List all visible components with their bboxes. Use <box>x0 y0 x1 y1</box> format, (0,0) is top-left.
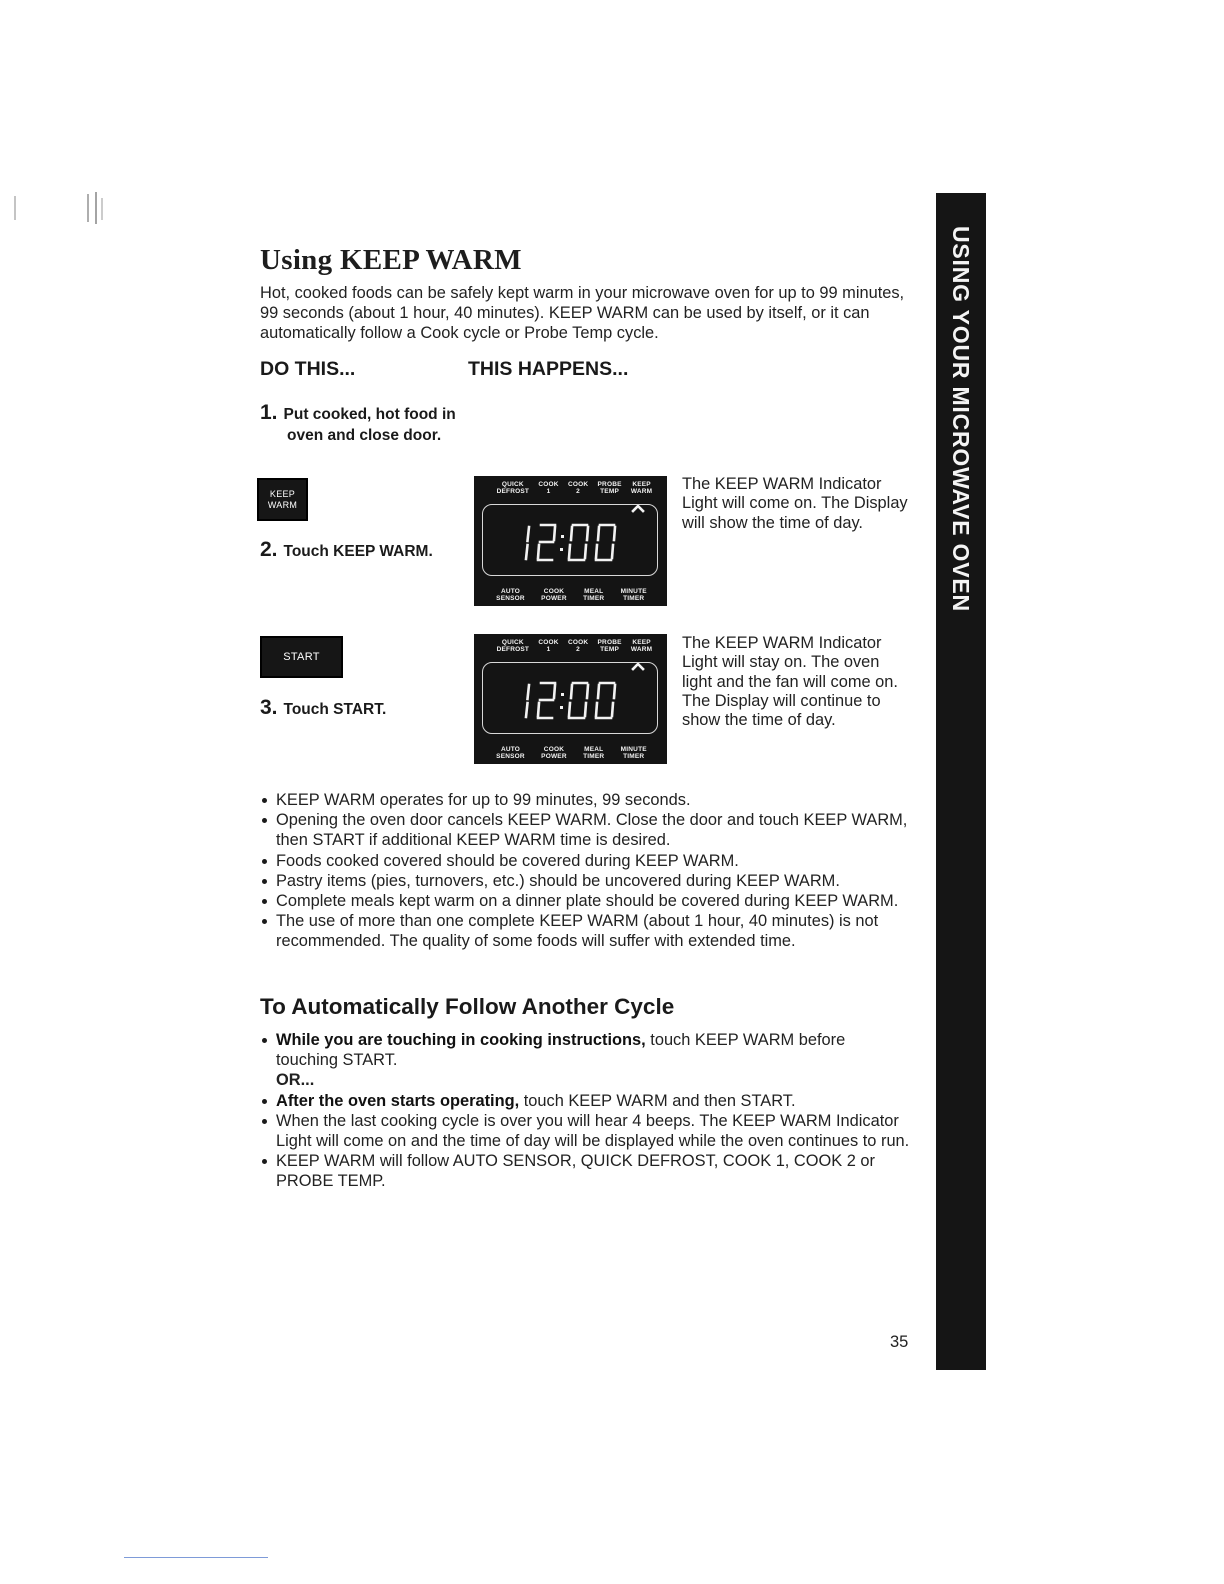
side-tab-label: USING YOUR MICROWAVE OVEN <box>948 226 974 612</box>
panel-bottom-labels <box>474 588 667 602</box>
label-auto-sensor: AUTO SENSOR <box>496 746 525 760</box>
auto-follow-item-2-text: touch KEEP WARM and then START. <box>519 1091 796 1110</box>
keep-warm-pad-label-line2: WARM <box>267 499 298 510</box>
auto-follow-item-3: When the last cooking cycle is over you will hear 4 beeps. The KEEP WARM Indicator Light will come on and the time of day will be displayed while the oven continues to run. <box>260 1111 910 1151</box>
section-title-auto-follow: To Automatically Follow Another Cycle <box>260 994 675 1019</box>
panel-top-labels <box>474 481 667 495</box>
column-heading-do-this: DO THIS... <box>260 358 356 380</box>
label-probe-temp: PROBE TEMP <box>597 481 622 495</box>
auto-follow-list <box>260 1030 910 1192</box>
label-cook-power: COOK POWER <box>541 746 567 760</box>
step-2-number: 2. <box>260 538 278 561</box>
auto-follow-item-1 <box>260 1030 910 1091</box>
start-pad-button <box>260 636 343 678</box>
label-meal-timer: MEAL TIMER <box>583 746 605 760</box>
label-quick-defrost: QUICK DEFROST <box>496 639 530 653</box>
display-panel-step-3 <box>474 634 667 764</box>
label-cook-1: COOK 1 <box>538 639 559 653</box>
label-cook-power: COOK POWER <box>541 588 567 602</box>
step-1-text-line1: Put cooked, hot food in <box>283 406 456 423</box>
auto-follow-item-2 <box>260 1091 910 1111</box>
panel-bottom-labels <box>474 746 667 760</box>
step-1-text-line2: oven and close door. <box>287 427 442 444</box>
digital-display-screen <box>482 504 658 576</box>
time-display-12-00 <box>483 663 659 735</box>
intro-paragraph: Hot, cooked foods can be safely kept warm in your microwave oven for up to 99 minutes, 99 seconds (about 1 hour, 40 minutes). KEEP WARM can be used by itself, or it can automatically follow a Cook cycle or Probe Temp cycle. <box>260 284 905 342</box>
auto-follow-item-2-bold: After the oven starts operating, <box>276 1091 520 1110</box>
step-1-number: 1. <box>260 401 278 424</box>
time-display-12-00 <box>483 505 659 577</box>
auto-follow-item-4: KEEP WARM will follow AUTO SENSOR, QUICK DEFROST, COOK 1, COOK 2 or PROBE TEMP. <box>260 1151 910 1191</box>
label-cook-1: COOK 1 <box>538 481 559 495</box>
panel-top-labels <box>474 639 667 653</box>
label-keep-warm: KEEP WARM <box>630 481 653 495</box>
note-item: Complete meals kept warm on a dinner plate should be covered during KEEP WARM. <box>260 891 910 911</box>
label-minute-timer: MINUTE TIMER <box>620 588 647 602</box>
label-probe-temp: PROBE TEMP <box>597 639 622 653</box>
label-cook-2: COOK 2 <box>567 481 589 495</box>
step-3 <box>260 696 386 720</box>
label-keep-warm: KEEP WARM <box>630 639 653 653</box>
step-2-text: Touch KEEP WARM. <box>283 543 433 560</box>
start-pad-label: START <box>283 651 320 663</box>
step-2-result: The KEEP WARM Indicator Light will come on. The Display will show the time of day. <box>682 475 908 532</box>
page-number: 35 <box>890 1333 909 1351</box>
label-quick-defrost: QUICK DEFROST <box>496 481 530 495</box>
note-item: KEEP WARM operates for up to 99 minutes, 99 seconds. <box>260 790 910 810</box>
note-item: Pastry items (pies, turnovers, etc.) should be uncovered during KEEP WARM. <box>260 871 910 891</box>
step-1 <box>260 402 520 446</box>
or-label: OR... <box>276 1071 315 1090</box>
step-3-result: The KEEP WARM Indicator Light will stay on. The oven light and the fan will come on. The Display will continue to show the time of day. <box>682 634 898 730</box>
step-3-text: Touch START. <box>283 701 387 718</box>
keep-warm-pad-button <box>257 478 308 521</box>
note-item: Opening the oven door cancels KEEP WARM. Close the door and touch KEEP WARM, then START if additional KEEP WARM time is desired. <box>260 810 910 850</box>
column-heading-this-happens: THIS HAPPENS... <box>468 358 629 380</box>
label-minute-timer: MINUTE TIMER <box>620 746 647 760</box>
keep-warm-pad-label-line1: KEEP <box>269 488 296 499</box>
auto-follow-item-1-bold: While you are touching in cooking instructions, <box>276 1031 646 1049</box>
label-meal-timer: MEAL TIMER <box>583 588 605 602</box>
scan-marks <box>0 190 130 230</box>
note-item: The use of more than one complete KEEP WARM (about 1 hour, 40 minutes) is not recommended. The quality of some foods will suffer with extended time. <box>260 911 910 951</box>
auto-follow-item-1-text: touch KEEP WARM before touching START. <box>276 1031 846 1070</box>
label-cook-2: COOK 2 <box>567 639 589 653</box>
step-3-number: 3. <box>260 696 278 719</box>
digital-display-screen <box>482 662 658 734</box>
display-panel-step-2 <box>474 476 667 606</box>
page-title: Using KEEP WARM <box>260 244 522 276</box>
label-auto-sensor: AUTO SENSOR <box>496 588 525 602</box>
note-item: Foods cooked covered should be covered during KEEP WARM. <box>260 851 910 871</box>
footer-rule <box>124 1557 268 1558</box>
step-2 <box>260 538 433 562</box>
keep-warm-notes <box>260 790 910 952</box>
